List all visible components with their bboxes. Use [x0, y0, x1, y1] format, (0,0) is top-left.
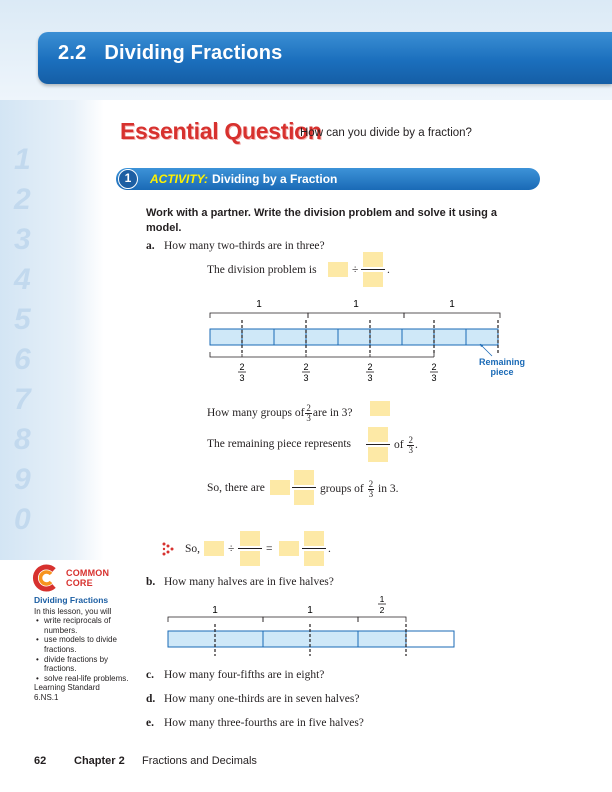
conclusion-dots-icon [162, 542, 174, 556]
question-d-label: d. [146, 693, 156, 705]
groups-question-prefix: How many groups of [207, 407, 305, 420]
decorative-number: 3 [14, 223, 31, 256]
section-title [58, 42, 282, 65]
answer-box-dividend[interactable] [328, 262, 348, 277]
answer-box-summary-divisor-den[interactable] [240, 551, 260, 566]
groups-question-suffix: are in 3? [312, 407, 353, 420]
decorative-number: 2 [14, 183, 31, 216]
question-a-text: How many two-thirds are in three? [164, 240, 325, 252]
fraction-bar [292, 487, 316, 488]
common-core-logo-icon [32, 564, 62, 592]
bottom-braces [210, 352, 434, 357]
learning-standard-label: Learning Standard [34, 683, 100, 693]
brace-2 [308, 313, 404, 318]
denominator: 3 [306, 413, 311, 423]
question-c [146, 669, 324, 681]
fraction-bar [302, 548, 326, 549]
division-problem-text: The division problem is [207, 264, 317, 276]
decorative-number: 9 [14, 463, 31, 496]
summary-div-sign: ÷ [228, 543, 235, 555]
half-label-num: 1 [379, 594, 385, 604]
half-label-den: 2 [379, 605, 385, 615]
common-core-line1: COMMON [66, 568, 110, 578]
decorative-number: 0 [14, 503, 31, 536]
question-a-label: a. [146, 240, 155, 252]
fraction-model-a [200, 296, 540, 386]
top-label-1: 1 [212, 605, 218, 616]
bottom-label-den-1: 3 [239, 373, 245, 383]
sidebar-bullet: • write reciprocals of numbers. [34, 616, 134, 635]
question-e [146, 717, 364, 729]
decorative-number: 4 [14, 263, 31, 296]
footer-chapter-title: Fractions and Decimals [142, 755, 257, 767]
answer-box-divisor-numerator[interactable] [363, 252, 383, 267]
so-there-suffix: in 3. [378, 483, 399, 496]
bottom-label-num-3: 2 [367, 362, 373, 372]
question-b-text: How many halves are in five halves? [164, 576, 334, 588]
brace-half [358, 617, 406, 622]
period: . [387, 264, 390, 276]
bottom-label-num-1: 2 [239, 362, 245, 372]
answer-box-whole-groups[interactable] [270, 480, 290, 495]
decorative-number: 7 [14, 383, 31, 416]
summary-prefix: So, [185, 543, 201, 555]
summary-eq-sign: = [266, 543, 273, 555]
brace-2 [263, 617, 358, 622]
essential-question-text: How can you divide by a fraction? [300, 127, 472, 139]
question-e-label: e. [146, 717, 154, 729]
bottom-label-den-4: 3 [431, 373, 437, 383]
decorative-numbers [14, 140, 31, 540]
answer-box-summary-result-num[interactable] [304, 531, 324, 546]
remaining-text: The remaining piece represents [207, 438, 352, 450]
answer-box-mixed-denominator[interactable] [294, 490, 314, 505]
two-thirds-fraction [407, 436, 414, 455]
period: . [328, 543, 331, 555]
top-label-3: 1 [449, 299, 455, 310]
top-label-2: 1 [307, 605, 313, 616]
so-there-prefix: So, there are [207, 482, 265, 494]
answer-box-summary-dividend[interactable] [204, 541, 224, 556]
denominator: 3 [408, 445, 413, 455]
question-b-label: b. [146, 576, 156, 588]
activity-instructions: Work with a partner. Write the division problem and solve it using a model. [146, 207, 498, 234]
model-bar-empty [406, 631, 454, 647]
sidebar-bullets [34, 616, 134, 683]
answer-box-remaining-denominator[interactable] [368, 447, 388, 462]
bottom-label-num-2: 2 [303, 362, 309, 372]
question-d [146, 693, 359, 705]
model-bar [210, 329, 498, 345]
two-thirds-fraction [305, 404, 312, 423]
top-braces [210, 313, 500, 318]
answer-box-summary-result-den[interactable] [304, 551, 324, 566]
sidebar-bullet: • divide fractions by fractions. [34, 655, 134, 674]
fraction-model-b [160, 592, 470, 662]
answer-box-remaining-numerator[interactable] [368, 427, 388, 442]
model-bar-filled [168, 631, 406, 647]
activity-name: Dividing by a Fraction [212, 172, 338, 186]
of-two-thirds: of $\frac{2}{3}$ . [394, 435, 418, 455]
question-c-text: How many four-fifths are in eight? [164, 669, 325, 681]
answer-box-summary-whole[interactable] [279, 541, 299, 556]
essential-question-label: Essential Question [120, 118, 322, 144]
decorative-number: 5 [14, 303, 31, 336]
brace-3 [404, 313, 500, 318]
fraction-bar [238, 548, 262, 549]
of-text: of [394, 439, 404, 452]
sidebar-bullet: • solve real-life problems. [34, 674, 134, 684]
sidebar-subtitle: Dividing Fractions [34, 595, 109, 605]
fraction-bar [361, 269, 385, 270]
footer-chapter: Chapter 2 [74, 755, 125, 767]
remaining-label-1: Remaining [478, 357, 526, 367]
section-name: Dividing Fractions [104, 42, 283, 64]
two-thirds-fraction [368, 480, 375, 499]
denominator: 3 [368, 489, 374, 499]
decorative-number: 1 [14, 143, 31, 176]
answer-box-divisor-denominator[interactable] [363, 272, 383, 287]
so-there-mid: groups of [320, 483, 364, 496]
decorative-number: 8 [14, 423, 31, 456]
decorative-number: 6 [14, 343, 31, 376]
bottom-label-den-3: 3 [367, 373, 373, 383]
bottom-label-den-2: 3 [303, 373, 309, 383]
numerator: 2 [408, 435, 413, 445]
answer-box-groups[interactable] [370, 401, 390, 416]
question-a [146, 240, 325, 252]
bottom-label-num-4: 2 [431, 362, 437, 372]
so-there-rest [320, 480, 398, 499]
numerator: 2 [368, 479, 374, 489]
fraction-bar [366, 444, 390, 445]
groups-question [207, 404, 353, 423]
remaining-label-2: piece [490, 367, 514, 377]
division-sign: ÷ [352, 264, 359, 276]
sidebar-bullet: • use models to divide fractions. [34, 635, 134, 654]
top-label-2: 1 [353, 299, 359, 310]
answer-box-mixed-numerator[interactable] [294, 470, 314, 485]
sidebar-intro: In this lesson, you will [34, 606, 112, 616]
activity-keyword: ACTIVITY: [150, 172, 209, 186]
page-number: 62 [34, 755, 47, 767]
learning-standard-code: 6.NS.1 [34, 692, 59, 702]
question-c-label: c. [146, 669, 154, 681]
numerator: 2 [306, 403, 311, 413]
brace-1 [210, 313, 308, 318]
top-label-1: 1 [256, 299, 262, 310]
bottom-labels [238, 362, 438, 383]
activity-number: 1 [118, 169, 138, 189]
lesson-sidebar [34, 596, 134, 703]
brace-1 [168, 617, 263, 622]
activity-title [150, 172, 337, 186]
question-e-text: How many three-fourths are in five halves? [164, 717, 364, 729]
common-core-label [66, 568, 109, 588]
top-braces [168, 617, 406, 622]
common-core-line2: CORE [66, 578, 93, 588]
section-number: 2.2 [58, 42, 87, 64]
question-d-text: How many one-thirds are in seven halves? [164, 693, 360, 705]
answer-box-summary-divisor-num[interactable] [240, 531, 260, 546]
question-b [146, 576, 334, 588]
